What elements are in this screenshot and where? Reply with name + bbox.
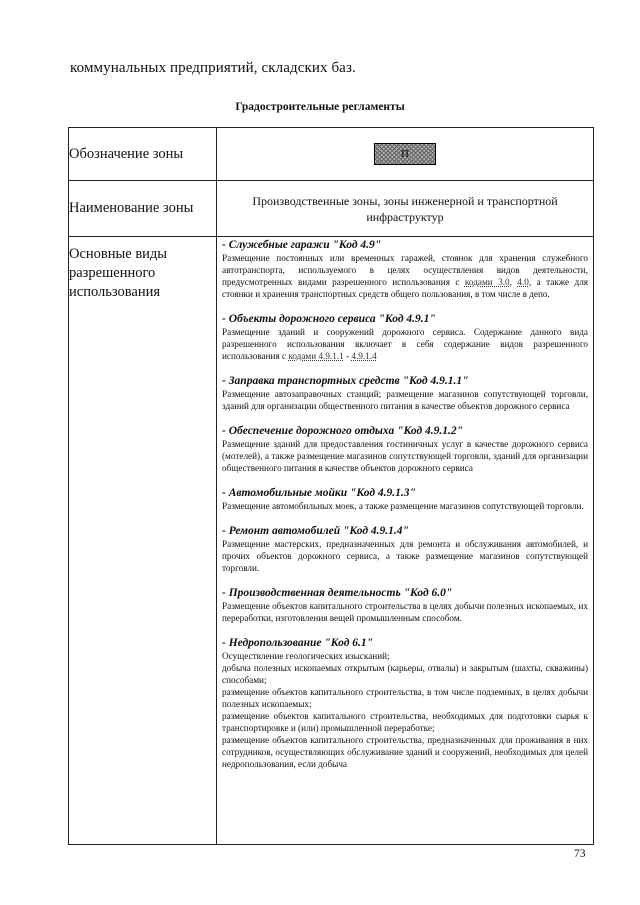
use-description: Размещение автозаправочных станций; размещение магазинов сопутствующей торговли, зданий для организации общественного питания в качестве объектов дорожного сервиса [222,389,588,411]
use-title: - Недропользование "Код 6.1" [222,637,374,649]
use-description-line: Осуществление геологических изысканий; [222,651,390,661]
use-item-6-1 [222,636,588,770]
use-description: Размещение мастерских, предназначенных для ремонта и обслуживания автомобилей, и прочих объектов дорожного сервиса, а также размещение магазинов сопутствующей торговли. [222,539,588,573]
code-link[interactable]: 4.0 [517,277,529,287]
use-description-line: размещение объектов капитального строительства, необходимых для подготовки сырья к транспортировке и (или) промышленной переработке; [222,711,588,733]
use-item-4-9-1-2 [222,424,588,474]
use-description: Размещение автомобильных моек, а также размещение магазинов сопутствующей торговли. [222,501,584,511]
zone-code-row [69,128,594,181]
use-description: Размещение зданий и сооружений дорожного сервиса. Содержание данного вида разрешенного использования включает в себя содержание видов разрешенного использования с кодами 4.9.1.1 - 4.9.1.4 [222,327,588,361]
use-item-4-9-1-3 [222,486,588,512]
use-description: Размещение постоянных или временных гаражей, стоянок для хранения служебного автотранспорта, используемого в целях осуществления видов деятельности, предусмотренных видами разрешенного использования с кодами 3.0, 4.0, а также для стоянки и хранения транспортных средств общего пользования, в том числе в депо. [222,253,589,299]
use-title: - Производственная деятельность "Код 6.0" [222,587,453,599]
regulations-table [68,127,594,845]
use-item-6-0 [222,586,588,624]
zone-name-label: Наименование зоны [69,181,217,237]
use-item-4-9-1-1 [222,374,588,412]
lead-text: коммунальных предприятий, складских баз. [70,60,356,76]
use-item-4-9 [222,238,588,300]
use-description-line: добыча полезных ископаемых открытым (карьеры, отвалы) и закрытым (шахты, скважины) способами; [222,663,588,685]
zone-code-badge: П [374,143,436,165]
zone-code-label: Обозначение зоны [69,128,217,181]
code-link[interactable]: кодами 4.9.1.1 [288,351,344,361]
use-title: - Заправка транспортных средств "Код 4.9.1.1" [222,375,469,387]
use-title: - Автомобильные мойки "Код 4.9.1.3" [222,487,416,499]
use-item-4-9-1-4 [222,524,588,574]
use-title: - Служебные гаражи "Код 4.9" [222,239,382,251]
code-link[interactable]: 4.9.1.4 [351,351,377,361]
code-link[interactable]: кодами 3.0 [464,277,510,287]
use-title: - Ремонт автомобилей "Код 4.9.1.4" [222,525,409,537]
zone-code-cell [217,128,594,181]
permitted-uses-label: Основные виды разрешенного использования [69,237,217,845]
zone-name-value: Производственные зоны, зоны инженерной и транспортной инфраструктур [217,181,594,237]
use-description: Размещение зданий для предоставления гостиничных услуг в качестве дорожного сервиса (мотелей), а также размещение магазинов сопутствующей торговли, зданий для организации общественного питания в качестве объектов дорожного сервиса [222,439,588,473]
document-title: Градостроительные регламенты [235,101,405,113]
use-title: - Объекты дорожного сервиса "Код 4.9.1" [222,313,436,325]
permitted-uses-row [69,237,594,845]
use-description-line: размещение объектов капитального строительства, предназначенных для проживания в них сотрудников, осуществляющих обслуживание зданий и сооружений, необходимых для целей недропользования, если добыча [222,735,588,769]
zone-name-row [69,181,594,237]
permitted-uses-cell [217,237,594,845]
use-description-line: размещение объектов капитального строительства, в том числе подземных, в целях добычи полезных ископаемых; [222,687,588,709]
page-number: 73 [574,848,586,860]
use-description: Размещение объектов капитального строительства в целях добычи полезных ископаемых, их переработки, изготовления вещей промышленным способом. [222,601,588,623]
use-title: - Обеспечение дорожного отдыха "Код 4.9.1.2" [222,425,464,437]
use-item-4-9-1 [222,312,588,362]
